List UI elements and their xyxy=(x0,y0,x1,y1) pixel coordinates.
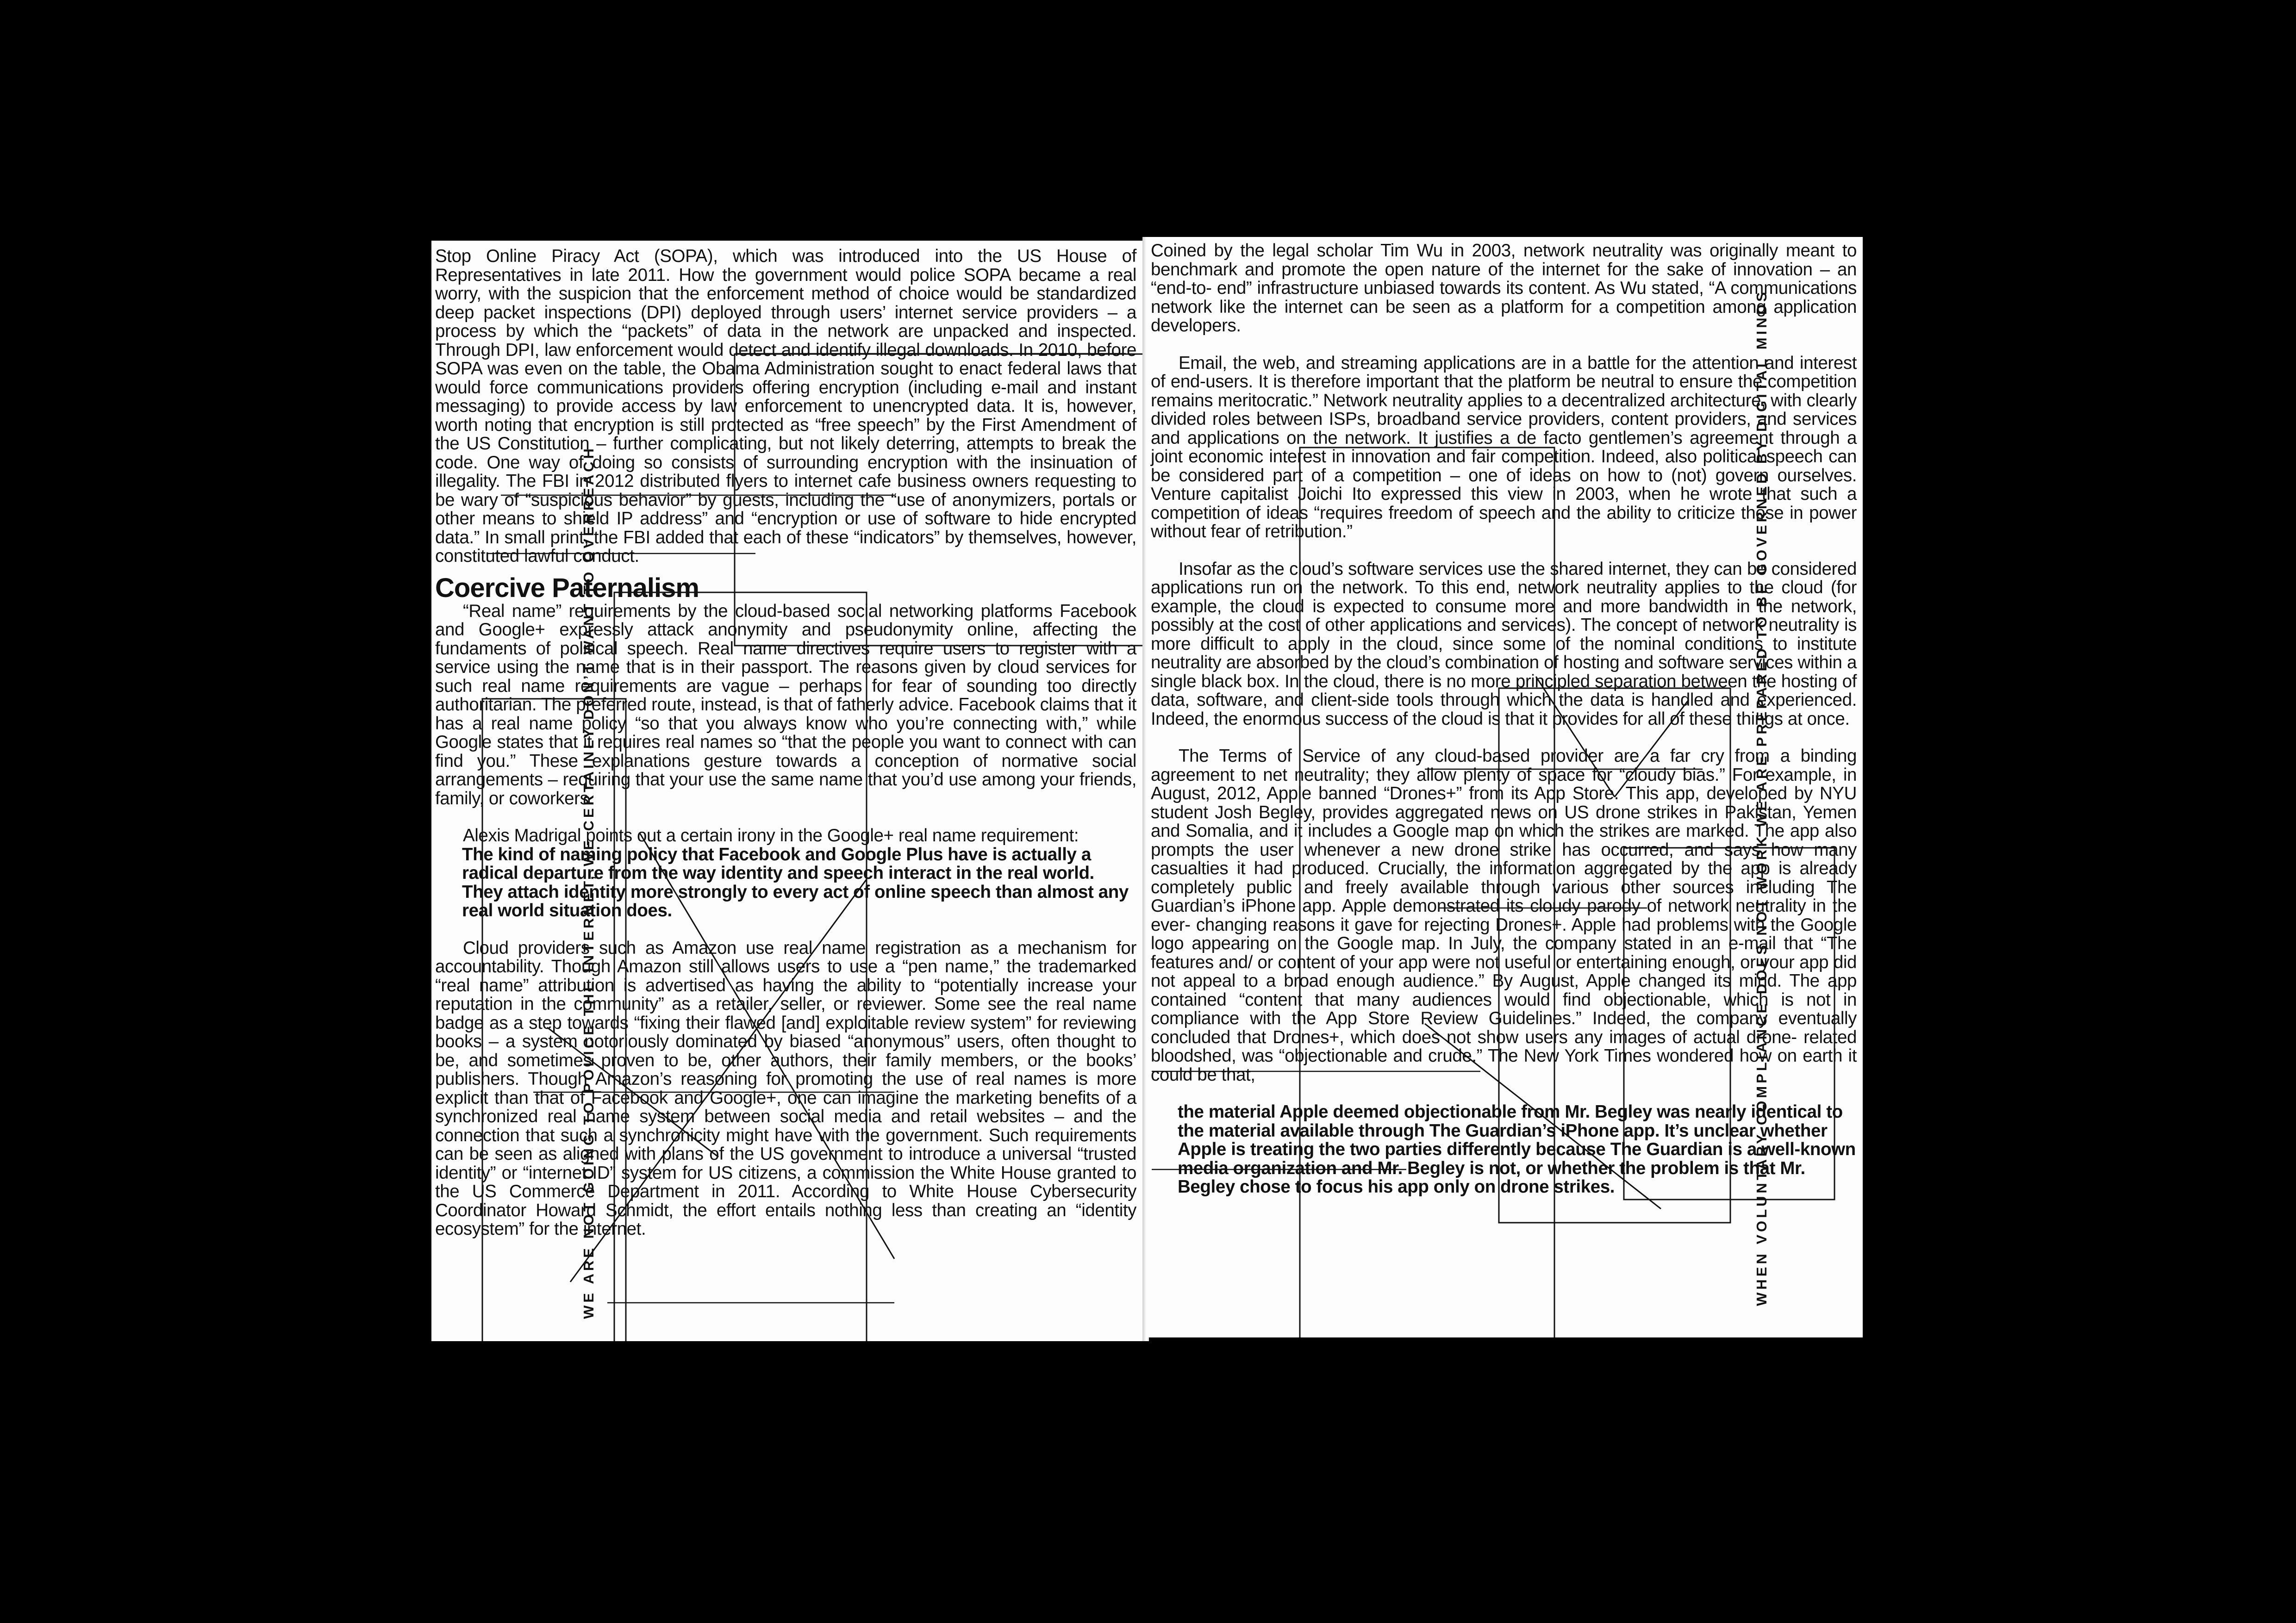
paragraph-real-name: “Real name” requirements by the cloud-based social networking platforms Facebook and Google+ expressly attack anonymity and pseudonymity online, affecting the fundaments of political speech. Real name directives require users to register with a service using the name that is in their passport. The reasons given by cloud services for such real name requirements are vague – perhaps for fear of sounding too directly authoritarian. The preferred route, instead, is that of fatherly advice. Facebook claims that it has a real name policy “so that you always know who you’re connecting with,” while Google states that it requires real names so “that the people you want to connect with can find you.” These explanations gesture towards a conception of normative social arrangements – requiring that your use the same name that you’d use among your friends, family, or coworkers. xyxy=(435,601,1136,808)
vertical-caption-right: WHEN VOLUNTARY COMPLIANCE DOES NOT WORK WE ARE PREPARED TO BE GOVERNED BY DIGITAL MINDS xyxy=(1753,289,1770,1306)
block-quote-madrigal: The kind of naming policy that Facebook and Google Plus have is actually a radical departure from the way identity and speech interact in the real world. They attach identity more strongly to every act of online speech than almost any real world situation does. xyxy=(462,844,1129,920)
right-page xyxy=(1147,237,1863,1337)
paragraph-email-web: Email, the web, and streaming applications are in a battle for the attention and interest of end-users. It is therefore important that the platform be neutral to ensure the competition remains meritocratic.” Network neutrality applies to a decentralized architecture, with clearly divided roles between ISPs, broadband service providers, content providers, and services and applications on the network. It justifies a de facto gentlemen’s agreement through a joint economic interest in innovation and fair competition. Indeed, also political speech can be considered part of a competition – one of ideas on how to (not) govern ourselves. Venture capitalist Joichi Ito expressed this view in 2003, when he wrote that such a competition of ideas “requires freedom of speech and the ability to criticize those in power without fear of retribution.” xyxy=(1151,353,1857,541)
paragraph-cloud-software: Insofar as the cloud’s software services use the shared internet, they can be considered applications run on the network. To this end, network neutrality applies to the cloud (for example, the cloud is expected to consume more and more bandwidth in the network, possibly at the cost of other applications and services). The concept of network neutrality is more difficult to apply in the cloud, since some of the nominal conditions to institute neutrality are absorbed by the cloud’s combination of hosting and software services within a single black box. In the cloud, there is no more principled separation between the hosting of data, software, and client-side tools through which the data is handled and experienced. Indeed, the enormous success of the cloud is that it provides for all of these things at once. xyxy=(1151,559,1857,729)
vertical-caption-left: WE ARE NOT GOING TO POLICE THE INTERNET, WE CERTAINLY DON’T WANT TO OVERREACH xyxy=(580,446,597,1319)
paragraph-madrigal-intro: Alexis Madrigal points out a certain irony in the Google+ real name requirement: xyxy=(463,826,1079,846)
left-column xyxy=(435,247,1136,1239)
right-column xyxy=(1151,242,1857,1197)
left-page xyxy=(431,241,1144,1341)
paragraph-amazon: Cloud providers such as Amazon use real name registration as a mechanism for accountability. Though Amazon still allows users to use a “pen name,” the trademarked “real name” attribution is advertised as having the ability to “potentially increase your reputation in the community” as a retailer, seller, or reviewer. Some see the real name badge as a step towards “fixing their flawed [and] exploitable review system” for reviewing books – a system notoriously dominated by biased “anonymous” users, often thought to be, and sometimes proven to be, other authors, their family members, or the books’ publishers. Though Amazon’s reasoning for promoting the use of real names is more explicit than that of Facebook and Google+, one can imagine the marketing benefits of a synchronized real name system between social media and retail websites – and the connection that such a synchronicity might have with the government. Such requirements can be seen as aligned with plans of the US government to introduce a universal “trusted identity” or “internet ID” system for US citizens, a commission the White House granted to the US Commerce Department in 2011. According to White House Cybersecurity Coordinator Howard Schmidt, the effort entails nothing less than creating an “identity ecosystem” for the internet. xyxy=(435,938,1136,1239)
block-quote-nytimes: the material Apple deemed objectionable from Mr. Begley was nearly identical to the material available through The Guardian’s iPhone app. It’s unclear whether Apple is treating the two parties differently because The Guardian is a well-known media organization and Mr. Begley is not, or whether the problem is that Mr. Begley chose to focus his app only on drone strikes. xyxy=(1178,1102,1856,1197)
paragraph-sopa: Stop Online Piracy Act (SOPA), which was introduced into the US House of Representatives in late 2011. How the government would police SOPA became a real worry, with the suspicion that the enforcement method of choice would be standardized deep packet inspections (DPI) deployed through users’ internet service providers – a process by which the “packets” of data in the network are unpacked and inspected. Through DPI, law enforcement would detect and identify illegal downloads. In 2010, before SOPA was even on the table, the Obama Administration sought to enact federal laws that would force communications providers offering encryption (including e-mail and instant messaging) to provide access by law enforcement to unencrypted data. It is, however, worth noting that encryption is still protected as “free speech” by the First Amendment of the US Constitution – further complicating, but not likely deterring, attempts to break the code. One way of doing so consists of surrounding encryption with the insinuation of illegality. The FBI in 2012 distributed flyers to internet cafe business owners requesting to be wary of “suspicious behavior” by guests, including the “use of anonymizers, portals or other means to shield IP address” and “encryption or use of software to hide encrypted data.” In small print, the FBI added that each of these “indicators” by themselves, however, constituted lawful conduct. xyxy=(435,246,1136,566)
paragraph-terms-of-service: The Terms of Service of any cloud-based provider are a far cry from a binding agreement to net neutrality; they allow plenty of space for “cloudy bias.” For example, in August, 2012, Apple banned “Drones+” from its App Store. This app, developed by NYU student Josh Begley, provides aggregated news on US drone strikes in Pakistan, Yemen and Somalia, and it includes a Google map on which the strikes are marked. The app also prompts the user whenever a new drone strike has occurred, and says how many casualties it had produced. Crucially, the information aggregated by the app is already completely public and freely available through various other sources including The Guardian’s iPhone app. Apple demonstrated its cloudy parody of network neutrality in the ever- changing reasons it gave for rejecting Drones+. Apple had problems with the Google logo appearing on the Google map. In July, the company stated in an e-mail that “The features and/ or content of your app were not useful or entertaining enough, or your app did not appeal to a broad enough audience.” By August, Apple changed its mind. The app contained “content that many audiences would find objectionable, which is not in compliance with the App Store Review Guidelines.” Indeed, the company eventually concluded that Drones+, which does not show users any images of actual drone- related bloodshed, was “objectionable and crude.” The New York Times wondered how on earth it could be that, xyxy=(1151,746,1857,1085)
section-heading: Coercive Paternalism xyxy=(435,572,699,603)
paragraph-net-neutrality: Coined by the legal scholar Tim Wu in 2003, network neutrality was originally meant to benchmark and promote the open nature of the internet for the sake of innovation – an “end-to- end” infrastructure unbiased towards its content. As Wu stated, “A communications network like the internet can be seen as a platform for a competition among application developers. xyxy=(1151,241,1857,336)
